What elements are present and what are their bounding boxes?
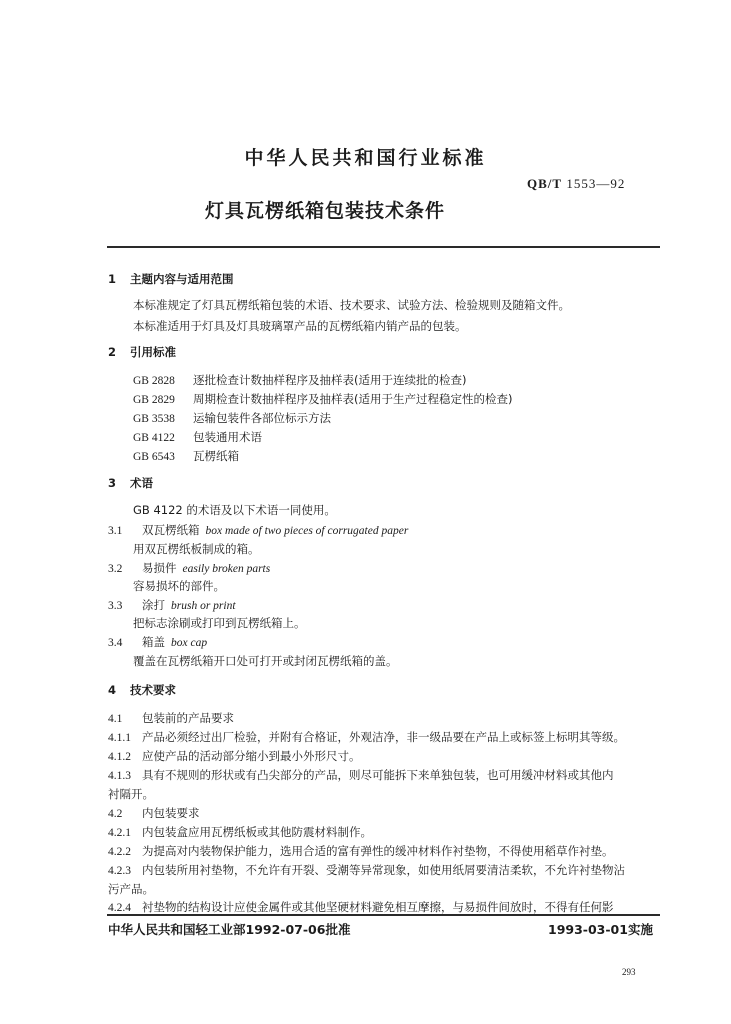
term-english: brush or print (171, 600, 236, 612)
reference-item (133, 448, 239, 464)
clause-continuation: 污产品。 (108, 882, 154, 896)
clause-text: 具有不规则的形状或有凸尖部分的产品，则尽可能拆下来单独包装，也可用缓冲材料或其他内 (142, 768, 614, 782)
clause-text: 衬垫物的结构设计应使金属件或其他坚硬材料避免相互摩擦，与易损件间放时，不得有任何影 (142, 900, 614, 914)
clause-text: 为提高对内装物保护能力，选用合适的富有弹性的缓冲材料作衬垫物，不得使用稻草作衬垫。 (142, 844, 614, 858)
section-title: 主题内容与适用范围 (130, 272, 234, 286)
reference-code: GB 6543 (133, 451, 175, 463)
clause-number: 3.2 (108, 563, 123, 575)
term-definition: 覆盖在瓦楞纸箱开口处可打开或封闭瓦楞纸箱的盖。 (133, 654, 398, 668)
term-entry (108, 560, 270, 576)
document-title: 灯具瓦楞纸箱包装技术条件 (205, 200, 446, 222)
reference-code: GB 2828 (133, 375, 175, 387)
term-english: box cap (171, 637, 208, 649)
clause-text: 内包装盒应用瓦楞纸板或其他防震材料制作。 (142, 825, 372, 839)
clause-number: 3.1 (108, 525, 123, 537)
section-1-paragraph-1: 本标准规定了灯具瓦楞纸箱包装的术语、技术要求、试验方法、检验规则及随箱文件。 (133, 298, 570, 312)
reference-code: GB 2829 (133, 394, 175, 406)
reference-code: GB 4122 (133, 432, 175, 444)
clause-line (108, 862, 625, 878)
clause-text: 产品必须经过出厂检验，并附有合格证，外观洁净，非一级品要在产品上或标签上标明其等级。 (142, 730, 625, 744)
section-number: 1 (108, 272, 117, 286)
footer-rule (107, 914, 660, 916)
section-1-paragraph-2: 本标准适用于灯具及灯具玻璃罩产品的瓦楞纸箱内销产品的包装。 (133, 319, 467, 333)
term-entry (108, 597, 236, 613)
clause-line (108, 748, 361, 764)
clause-line (108, 843, 614, 859)
reference-title: 瓦楞纸箱 (193, 449, 239, 463)
clause-number: 4.2.3 (108, 865, 131, 877)
section-number: 3 (108, 476, 117, 490)
reference-title: 逐批检查计数抽样程序及抽样表(适用于连续批的检查) (193, 373, 467, 387)
term-definition: 用双瓦楞纸板制成的箱。 (133, 542, 260, 556)
term-definition: 容易损坏的部件。 (133, 579, 225, 593)
standard-number: 1553—92 (566, 176, 626, 191)
term-name: 双瓦楞纸箱 (142, 523, 200, 537)
clause-line (108, 824, 372, 840)
clause-text: 包装前的产品要求 (142, 711, 234, 725)
section-number: 4 (108, 683, 117, 697)
term-english: easily broken parts (182, 563, 271, 575)
term-name: 箱盖 (142, 635, 165, 649)
clause-text: 内包装所用衬垫物，不允许有开裂、受潮等异常现象，如使用纸屑要清洁柔软，不允许衬垫物沾 (142, 863, 625, 877)
clause-number: 4.2 (108, 808, 123, 820)
term-name: 易损件 (142, 561, 177, 575)
standard-prefix: QB/T (527, 176, 563, 191)
term-english: box made of two pieces of corrugated paper (205, 525, 409, 537)
clause-continuation: 衬隔开。 (108, 787, 154, 801)
clause-number: 4.1 (108, 713, 123, 725)
clause-number: 4.1.1 (108, 732, 131, 744)
reference-item (133, 410, 331, 426)
approval-line: 中华人民共和国轻工业部1992-07-06批准 (108, 922, 351, 937)
reference-title: 包装通用术语 (193, 430, 262, 444)
clause-text: 应使产品的活动部分缩小到最小外形尺寸。 (142, 749, 361, 763)
clause-line (108, 729, 625, 745)
clause-number: 4.1.3 (108, 770, 131, 782)
section-3-intro: GB 4122 的术语及以下术语一同使用。 (133, 503, 336, 517)
reference-item (133, 372, 466, 388)
section-title: 技术要求 (130, 683, 176, 697)
header-rule (107, 246, 660, 248)
clause-number: 3.3 (108, 600, 123, 612)
clause-line (108, 710, 234, 726)
reference-item (133, 391, 512, 407)
section-4-heading (108, 682, 176, 698)
section-number: 2 (108, 345, 117, 359)
section-2-heading (108, 344, 176, 360)
clause-line (108, 899, 614, 915)
section-1-heading (108, 271, 234, 287)
clause-number: 4.2.4 (108, 902, 131, 914)
clause-line (108, 805, 200, 821)
clause-text: 内包装要求 (142, 806, 200, 820)
clause-number: 4.1.2 (108, 751, 131, 763)
standard-code (527, 176, 625, 192)
section-title: 术语 (130, 476, 153, 490)
effective-date: 1993-03-01实施 (548, 922, 653, 937)
clause-line (108, 767, 614, 783)
clause-number: 4.2.2 (108, 846, 131, 858)
reference-code: GB 3538 (133, 413, 175, 425)
page-number: 293 (622, 967, 636, 977)
term-definition: 把标志涂刷或打印到瓦楞纸箱上。 (133, 616, 306, 630)
section-3-heading (108, 475, 153, 491)
reference-title: 运输包装件各部位标示方法 (193, 411, 331, 425)
term-entry (108, 634, 207, 650)
org-title: 中华人民共和国行业标准 (244, 147, 487, 169)
clause-number: 4.2.1 (108, 827, 131, 839)
term-entry (108, 522, 408, 538)
reference-title: 周期检查计数抽样程序及抽样表(适用于生产过程稳定性的检查) (193, 392, 513, 406)
reference-item (133, 429, 262, 445)
term-name: 涂打 (142, 598, 165, 612)
section-title: 引用标准 (130, 345, 176, 359)
clause-number: 3.4 (108, 637, 123, 649)
